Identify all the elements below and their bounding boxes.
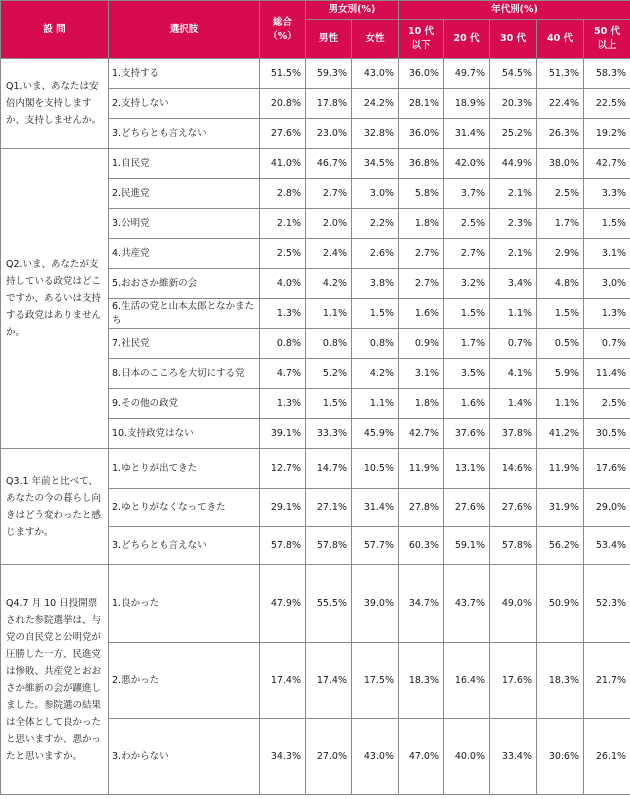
value-cell: 2.7% (444, 239, 490, 269)
value-cell: 34.7% (399, 565, 444, 643)
value-cell: 23.0% (306, 119, 352, 149)
value-cell: 1.8% (399, 209, 444, 239)
choice-cell: 9.その他の政党 (109, 389, 260, 419)
value-cell: 57.8% (306, 527, 352, 565)
value-cell: 45.9% (352, 419, 399, 449)
table-row (1, 449, 630, 489)
value-cell: 17.6% (584, 449, 630, 489)
value-cell: 2.1% (260, 209, 306, 239)
value-cell: 43.7% (444, 565, 490, 643)
value-cell: 20.3% (490, 89, 537, 119)
value-cell: 36.8% (399, 149, 444, 179)
value-cell: 39.1% (260, 419, 306, 449)
value-cell: 27.6% (490, 489, 537, 527)
header-age-20s: 20 代 (444, 20, 490, 59)
value-cell: 12.7% (260, 449, 306, 489)
value-cell: 3.1% (584, 239, 630, 269)
choice-cell: 1.ゆとりが出てきた (109, 449, 260, 489)
value-cell: 33.3% (306, 419, 352, 449)
choice-cell: 2.悪かった (109, 643, 260, 719)
value-cell: 31.4% (352, 489, 399, 527)
value-cell: 57.8% (490, 527, 537, 565)
choice-cell: 10.支持政党はない (109, 419, 260, 449)
value-cell: 11.9% (399, 449, 444, 489)
choice-cell: 2.ゆとりがなくなってきた (109, 489, 260, 527)
value-cell: 43.0% (352, 59, 399, 89)
value-cell: 2.7% (399, 239, 444, 269)
value-cell: 40.0% (444, 719, 490, 795)
value-cell: 38.0% (537, 149, 584, 179)
value-cell: 0.9% (399, 329, 444, 359)
value-cell: 1.4% (490, 389, 537, 419)
value-cell: 37.6% (444, 419, 490, 449)
value-cell: 47.0% (399, 719, 444, 795)
choice-cell: 6.生活の党と山本太郎となかまたち (109, 299, 260, 329)
value-cell: 2.1% (490, 239, 537, 269)
value-cell: 0.8% (306, 329, 352, 359)
choice-cell: 7.社民党 (109, 329, 260, 359)
value-cell: 47.9% (260, 565, 306, 643)
value-cell: 22.4% (537, 89, 584, 119)
value-cell: 34.3% (260, 719, 306, 795)
choice-cell: 3.どちらとも言えない (109, 119, 260, 149)
value-cell: 42.0% (444, 149, 490, 179)
value-cell: 49.7% (444, 59, 490, 89)
value-cell: 2.6% (352, 239, 399, 269)
value-cell: 1.3% (260, 389, 306, 419)
value-cell: 59.1% (444, 527, 490, 565)
choice-cell: 4.共産党 (109, 239, 260, 269)
value-cell: 30.6% (537, 719, 584, 795)
value-cell: 0.7% (584, 329, 630, 359)
value-cell: 41.2% (537, 419, 584, 449)
value-cell: 43.0% (352, 719, 399, 795)
value-cell: 17.4% (260, 643, 306, 719)
value-cell: 17.4% (306, 643, 352, 719)
choice-cell: 1.自民党 (109, 149, 260, 179)
value-cell: 53.4% (584, 527, 630, 565)
value-cell: 2.5% (537, 179, 584, 209)
value-cell: 4.8% (537, 269, 584, 299)
value-cell: 36.0% (399, 59, 444, 89)
header-gender-group: 男女別(%) (306, 1, 399, 20)
choice-cell: 2.支持しない (109, 89, 260, 119)
value-cell: 26.1% (584, 719, 630, 795)
value-cell: 3.2% (444, 269, 490, 299)
header-age-group: 年代別(%) (399, 1, 630, 20)
value-cell: 2.7% (399, 269, 444, 299)
value-cell: 1.1% (537, 389, 584, 419)
value-cell: 1.5% (306, 389, 352, 419)
choice-cell: 8.日本のこころを大切にする党 (109, 359, 260, 389)
value-cell: 3.1% (399, 359, 444, 389)
value-cell: 41.0% (260, 149, 306, 179)
choice-cell: 3.どちらとも言えない (109, 527, 260, 565)
value-cell: 22.5% (584, 89, 630, 119)
choice-cell: 1.良かった (109, 565, 260, 643)
value-cell: 21.7% (584, 643, 630, 719)
value-cell: 54.5% (490, 59, 537, 89)
value-cell: 18.9% (444, 89, 490, 119)
header-age-30s: 30 代 (490, 20, 537, 59)
value-cell: 2.5% (444, 209, 490, 239)
value-cell: 0.8% (260, 329, 306, 359)
value-cell: 3.7% (444, 179, 490, 209)
value-cell: 46.7% (306, 149, 352, 179)
question-cell: Q4.7 月 10 日投開票された参院選挙は、与党の自民党と公明党が圧勝した一方、民進党は惨敗、共産党とおおさか維新の会が躍進しました。参院選の結果は全体として良かったと思いますか、悪かったと思いますか。 (1, 565, 109, 795)
value-cell: 1.5% (584, 209, 630, 239)
value-cell: 17.5% (352, 643, 399, 719)
choice-cell: 3.公明党 (109, 209, 260, 239)
value-cell: 1.3% (260, 299, 306, 329)
value-cell: 27.0% (306, 719, 352, 795)
value-cell: 1.5% (537, 299, 584, 329)
value-cell: 4.0% (260, 269, 306, 299)
value-cell: 18.3% (399, 643, 444, 719)
value-cell: 30.5% (584, 419, 630, 449)
value-cell: 2.5% (260, 239, 306, 269)
table-row (1, 565, 630, 643)
value-cell: 51.3% (537, 59, 584, 89)
value-cell: 4.2% (306, 269, 352, 299)
table-row (1, 59, 630, 89)
value-cell: 3.0% (352, 179, 399, 209)
value-cell: 29.1% (260, 489, 306, 527)
value-cell: 57.8% (260, 527, 306, 565)
question-cell: Q2.いま、あなたが支持している政党はどこですか、あるいは支持する政党はありませんか。 (1, 149, 109, 449)
value-cell: 58.3% (584, 59, 630, 89)
value-cell: 52.3% (584, 565, 630, 643)
value-cell: 0.8% (352, 329, 399, 359)
value-cell: 55.5% (306, 565, 352, 643)
value-cell: 4.2% (352, 359, 399, 389)
value-cell: 4.7% (260, 359, 306, 389)
value-cell: 33.4% (490, 719, 537, 795)
value-cell: 57.7% (352, 527, 399, 565)
value-cell: 28.1% (399, 89, 444, 119)
value-cell: 60.3% (399, 527, 444, 565)
value-cell: 36.0% (399, 119, 444, 149)
value-cell: 31.4% (444, 119, 490, 149)
value-cell: 0.5% (537, 329, 584, 359)
value-cell: 1.3% (584, 299, 630, 329)
value-cell: 1.5% (444, 299, 490, 329)
value-cell: 20.8% (260, 89, 306, 119)
header-age-50s: 50 代 以上 (584, 20, 630, 59)
value-cell: 14.7% (306, 449, 352, 489)
value-cell: 29.0% (584, 489, 630, 527)
header-male: 男性 (306, 20, 352, 59)
value-cell: 2.5% (584, 389, 630, 419)
value-cell: 2.2% (352, 209, 399, 239)
value-cell: 2.1% (490, 179, 537, 209)
header-age-10s: 10 代 以下 (399, 20, 444, 59)
value-cell: 13.1% (444, 449, 490, 489)
value-cell: 1.6% (399, 299, 444, 329)
value-cell: 3.4% (490, 269, 537, 299)
value-cell: 2.8% (260, 179, 306, 209)
value-cell: 5.2% (306, 359, 352, 389)
value-cell: 44.9% (490, 149, 537, 179)
header-total: 総合 （%） (260, 1, 306, 59)
value-cell: 3.5% (444, 359, 490, 389)
value-cell: 42.7% (584, 149, 630, 179)
choice-cell: 1.支持する (109, 59, 260, 89)
value-cell: 14.6% (490, 449, 537, 489)
header-question: 設 問 (1, 1, 109, 59)
value-cell: 10.5% (352, 449, 399, 489)
value-cell: 1.7% (537, 209, 584, 239)
value-cell: 11.9% (537, 449, 584, 489)
value-cell: 18.3% (537, 643, 584, 719)
choice-cell: 2.民進党 (109, 179, 260, 209)
value-cell: 2.7% (306, 179, 352, 209)
value-cell: 27.6% (260, 119, 306, 149)
question-cell: Q1.いま、あなたは安倍内閣を支持しますか、支持しませんか。 (1, 59, 109, 149)
value-cell: 3.0% (584, 269, 630, 299)
value-cell: 1.1% (306, 299, 352, 329)
value-cell: 0.7% (490, 329, 537, 359)
value-cell: 1.7% (444, 329, 490, 359)
value-cell: 31.9% (537, 489, 584, 527)
value-cell: 2.0% (306, 209, 352, 239)
value-cell: 27.6% (444, 489, 490, 527)
choice-cell: 3.わからない (109, 719, 260, 795)
value-cell: 1.5% (352, 299, 399, 329)
value-cell: 11.4% (584, 359, 630, 389)
value-cell: 5.9% (537, 359, 584, 389)
value-cell: 2.3% (490, 209, 537, 239)
value-cell: 26.3% (537, 119, 584, 149)
value-cell: 37.8% (490, 419, 537, 449)
header-female: 女性 (352, 20, 399, 59)
value-cell: 2.4% (306, 239, 352, 269)
header-age-40s: 40 代 (537, 20, 584, 59)
table-row (1, 149, 630, 179)
value-cell: 1.1% (490, 299, 537, 329)
value-cell: 25.2% (490, 119, 537, 149)
value-cell: 1.1% (352, 389, 399, 419)
value-cell: 59.3% (306, 59, 352, 89)
value-cell: 3.3% (584, 179, 630, 209)
value-cell: 17.8% (306, 89, 352, 119)
value-cell: 39.0% (352, 565, 399, 643)
value-cell: 3.8% (352, 269, 399, 299)
value-cell: 32.8% (352, 119, 399, 149)
value-cell: 56.2% (537, 527, 584, 565)
value-cell: 27.8% (399, 489, 444, 527)
question-cell: Q3.1 年前と比べて、あなたの今の暮らし向きはどう変わったと感じますか。 (1, 449, 109, 565)
value-cell: 19.2% (584, 119, 630, 149)
value-cell: 50.9% (537, 565, 584, 643)
value-cell: 4.1% (490, 359, 537, 389)
value-cell: 27.1% (306, 489, 352, 527)
value-cell: 34.5% (352, 149, 399, 179)
value-cell: 16.4% (444, 643, 490, 719)
value-cell: 51.5% (260, 59, 306, 89)
value-cell: 5.8% (399, 179, 444, 209)
value-cell: 24.2% (352, 89, 399, 119)
value-cell: 49.0% (490, 565, 537, 643)
value-cell: 2.9% (537, 239, 584, 269)
value-cell: 1.8% (399, 389, 444, 419)
value-cell: 42.7% (399, 419, 444, 449)
choice-cell: 5.おおさか維新の会 (109, 269, 260, 299)
value-cell: 1.6% (444, 389, 490, 419)
value-cell: 17.6% (490, 643, 537, 719)
header-choice: 選択肢 (109, 1, 260, 59)
